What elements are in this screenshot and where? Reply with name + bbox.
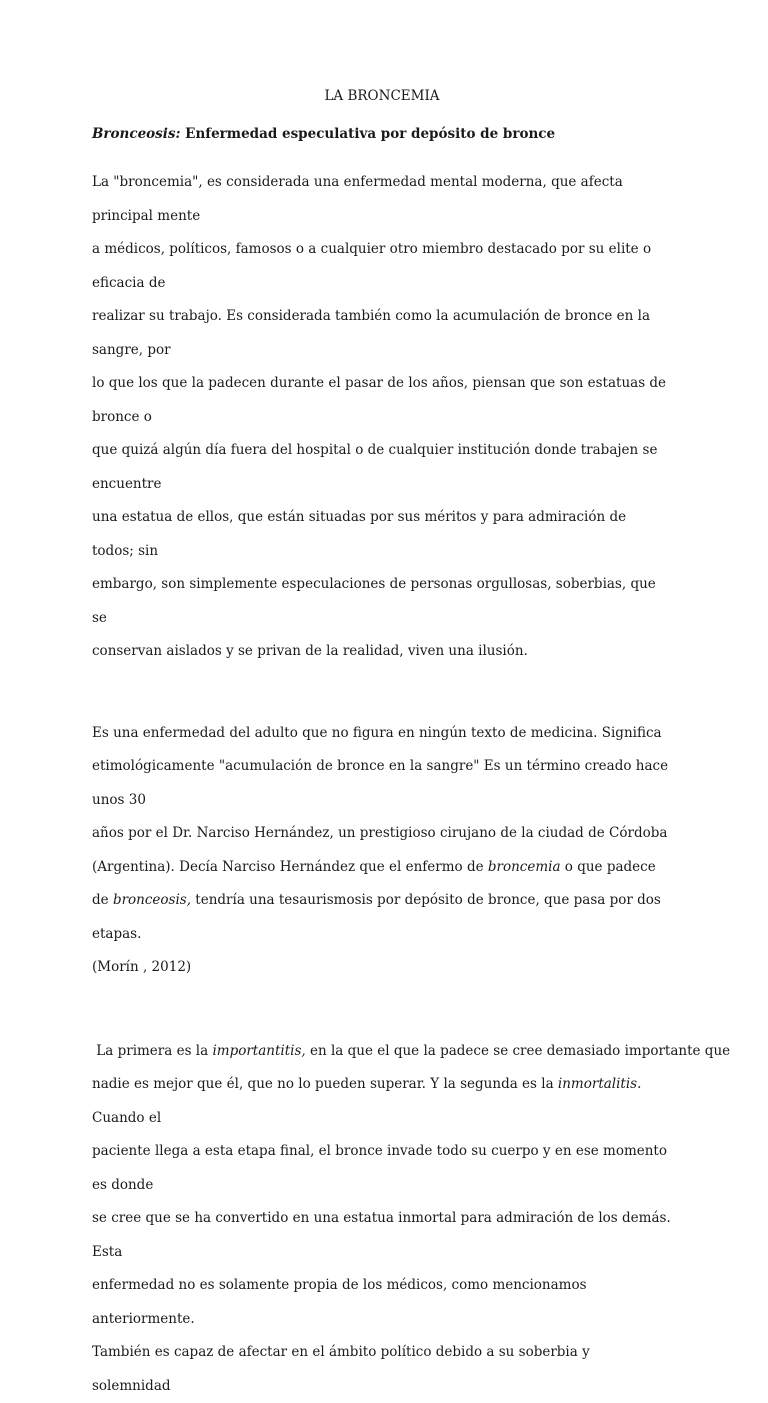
text-line: se cree que se ha convertido en una estatua inmortal para admiración de los demás. Esta [92,1202,672,1269]
text-line: También es capaz de afectar en el ámbito político debido a su soberbia y solemnidad [92,1336,672,1403]
italic-term: bronceosis, [113,892,191,908]
document-subtitle [92,122,672,146]
text-line: paciente llega a esta etapa final, el bronce invade todo su cuerpo y en ese momento es donde [92,1135,672,1202]
italic-term: importantitis, [212,1043,305,1059]
text-run: La primera es la [92,1043,212,1059]
text-line: años por el Dr. Narciso Hernández, un prestigioso cirujano de la ciudad de Córdoba [92,817,672,851]
text-line: a médicos, políticos, famosos o a cualquier otro miembro destacado por su elite o eficacia de [92,233,672,300]
text-run: de [92,892,113,908]
subtitle-rest: Enfermedad especulativa por depósito de bronce [180,126,555,142]
text-line: realizar su trabajo. Es considerada también como la acumulación de bronce en la sangre, por [92,300,672,367]
text-line: Es una enfermedad del adulto que no figura en ningún texto de medicina. Significa [92,717,672,751]
document-page [92,84,672,1403]
text-run: nadie es mejor que él, que no lo pueden superar. Y la segunda es la [92,1076,558,1092]
text-line: conservan aislados y se privan de la realidad, viven una ilusión. [92,635,672,669]
text-line: enfermedad no es solamente propia de los médicos, como mencionamos anteriormente. [92,1269,672,1336]
text-run: en la que el que la padece se cree demasiado importante que [306,1043,730,1059]
text-line: embargo, son simplemente especulaciones de personas orgullosas, soberbias, que se [92,568,672,635]
text-line: que quizá algún día fuera del hospital o de cualquier institución donde trabajen se encuentre [92,434,672,501]
text-run: (Argentina). Decía Narciso Hernández que el enfermo de [92,859,488,875]
text-run: tendría una tesaurismosis por depósito de bronce, que pasa por dos etapas. [92,892,661,942]
text-run: Cuando el [92,1110,161,1126]
paragraph-spacer [92,985,672,1035]
italic-term: inmortalitis. [558,1076,641,1092]
paragraph-spacer [92,669,672,717]
text-line [92,851,672,885]
text-line [92,1068,672,1135]
italic-term: broncemia [488,859,561,875]
text-line [92,884,672,951]
text-line: La "broncemia", es considerada una enfermedad mental moderna, que afecta principal mente [92,166,672,233]
text-line: lo que los que la padecen durante el pasar de los años, piensan que son estatuas de bronce o [92,367,672,434]
text-run: o que padece [561,859,656,875]
paragraph-2 [92,717,672,985]
subtitle-term: Bronceosis: [92,126,180,142]
text-line [92,1035,672,1069]
paragraph-3 [92,1035,672,1403]
text-line: etimológicamente "acumulación de bronce en la sangre" Es un término creado hace unos 30 [92,750,672,817]
citation: (Morín , 2012) [92,951,672,985]
text-line: una estatua de ellos, que están situadas por sus méritos y para admiración de todos; sin [92,501,672,568]
document-title: LA BRONCEMIA [92,84,672,108]
paragraph-1 [92,166,672,669]
